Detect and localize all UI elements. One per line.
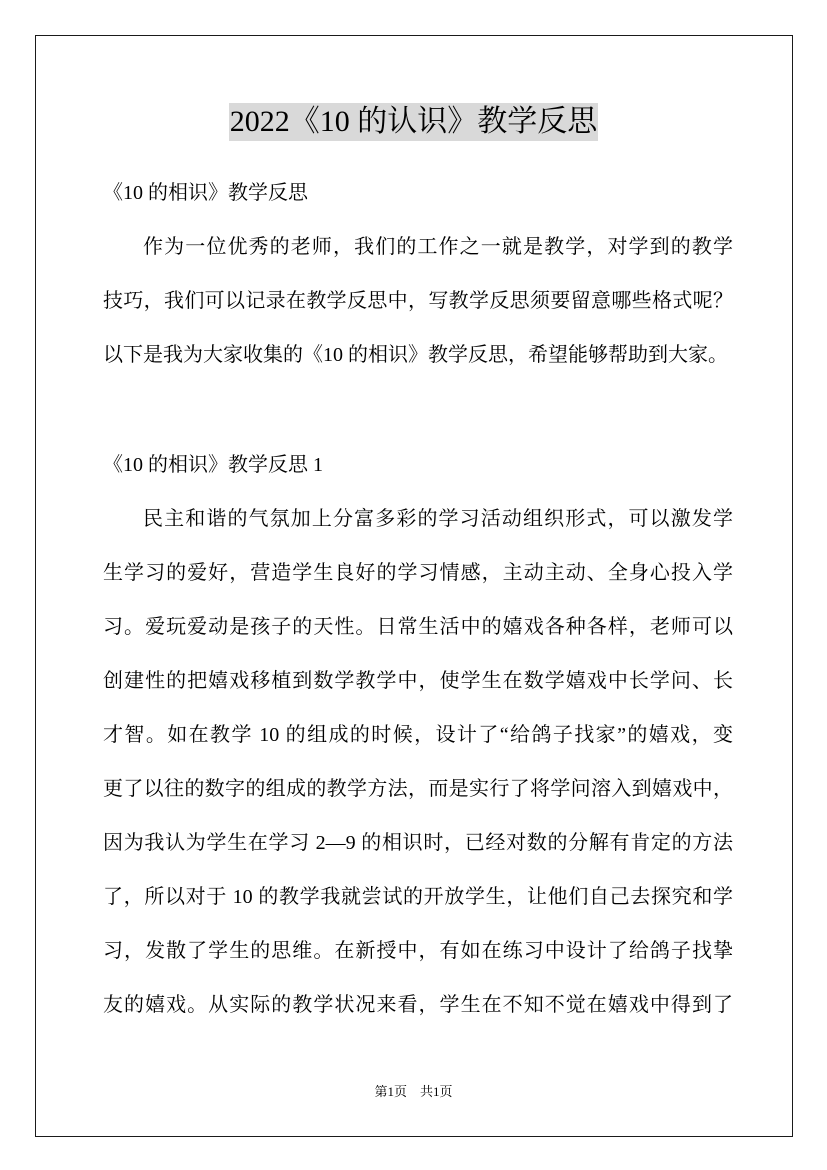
section-1-paragraph-line: 创建性的把嬉戏移植到数学教学中，使学生在数学嬉戏中长学问、长 [103,670,733,692]
section-1-paragraph-line: 民主和谐的气氛加上分富多彩的学习活动组织形式，可以激发学 [143,508,733,530]
intro-paragraph [103,220,733,382]
page-footer [0,1083,827,1101]
document-body [103,166,733,1032]
section-1-paragraph-line: 生学习的爱好，营造学生良好的学习情感，主动主动、全身心投入学 [103,562,733,584]
intro-paragraph-line: 技巧，我们可以记录在教学反思中，写教学反思须要留意哪些格式呢？ [103,290,733,312]
section-1-paragraph [103,492,733,1032]
page-total: 共1页 [420,1084,453,1099]
section-1-paragraph-line: 更了以往的数字的组成的教学方法，而是实行了将学问溶入到嬉戏中， [103,778,733,800]
title-row [0,103,827,141]
section-1-paragraph-line: 因为我认为学生在学习 2—9 的相识时，已经对数的分解有肯定的方法 [103,832,733,854]
section-1-paragraph-line: 友的嬉戏。从实际的教学状况来看，学生在不知不觉在嬉戏中得到了 [103,994,733,1016]
section-1-paragraph-line: 才智。如在教学 10 的组成的时候，设计了“给鸽子找家”的嬉戏，变 [103,724,733,746]
section-1-paragraph-line: 习。爱玩爱动是孩子的天性。日常生活中的嬉戏各种各样，老师可以 [103,616,733,638]
document-title: 2022《10 的认识》教学反思 [229,103,599,141]
page-number: 第1页 [374,1084,407,1099]
section-1-paragraph-line: 习，发散了学生的思维。在新授中，有如在练习中设计了给鸽子找挚 [103,940,733,962]
intro-paragraph-line: 作为一位优秀的老师，我们的工作之一就是教学，对学到的教学 [143,236,733,258]
section-heading: 《10 的相识》教学反思 1 [103,454,323,476]
section-1-paragraph-line: 了，所以对于 10 的教学我就尝试的开放学生，让他们自己去探究和学 [103,886,733,908]
intro-paragraph-line: 以下是我为大家收集的《10 的相识》教学反思，希望能够帮助到大家。 [103,344,728,366]
intro-heading: 《10 的相识》教学反思 [103,182,308,204]
